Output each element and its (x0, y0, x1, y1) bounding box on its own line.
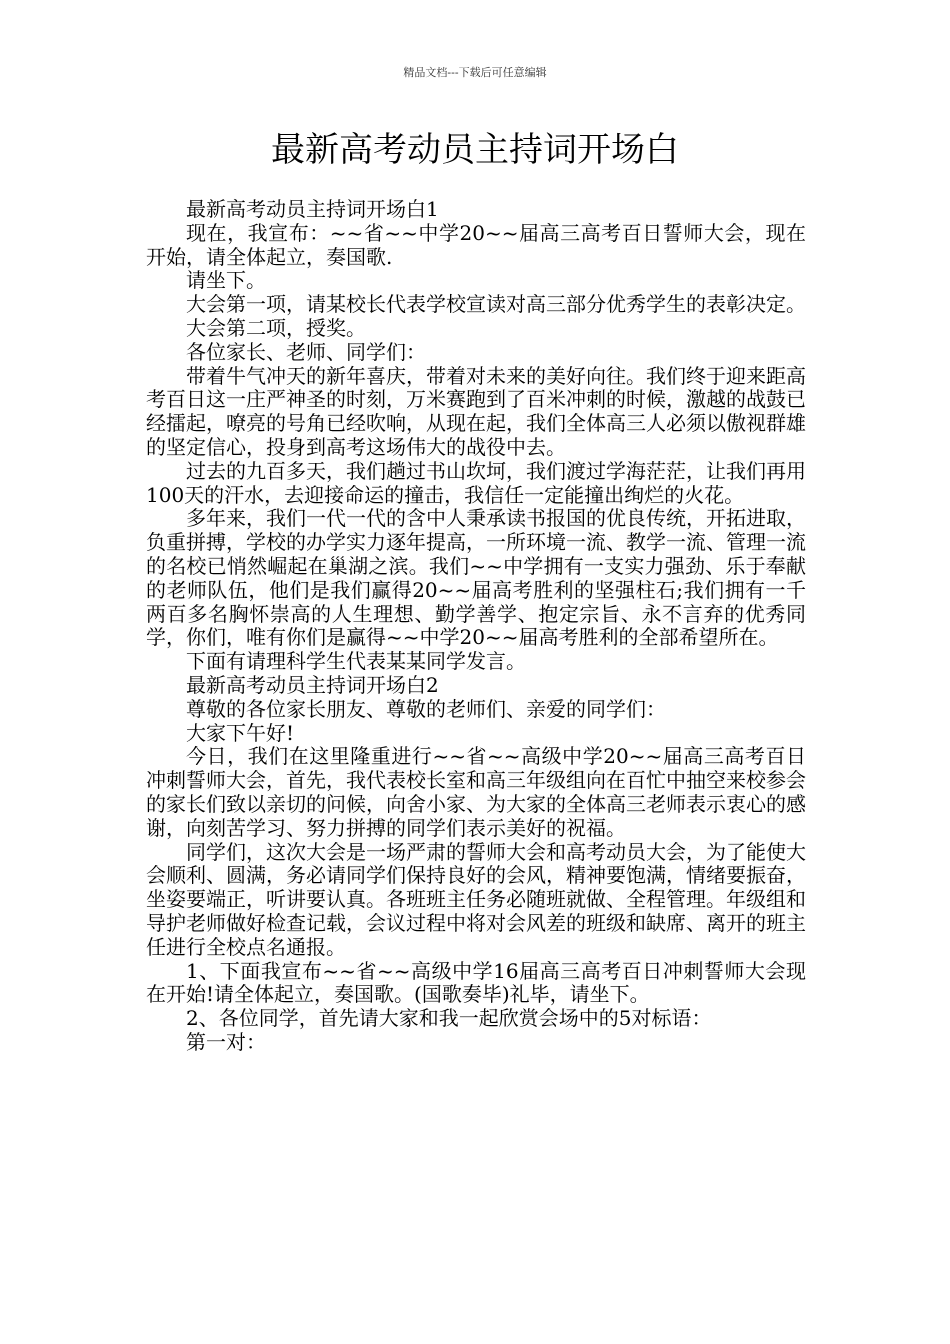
paragraph: 2、各位同学，首先请大家和我一起欣赏会场中的5对标语： (186, 1006, 712, 1031)
paragraph: 第一对： (186, 1029, 266, 1054)
paragraph: 现在，我宣布：~~省~~中学20~~届高三高考百日誓师大会，现在开始，请全体起立，奏国歌. (146, 220, 806, 269)
paragraph: 最新高考动员主持词开场白2 (186, 672, 439, 697)
paragraph: 最新高考动员主持词开场白1 (186, 197, 439, 221)
paragraph: 下面有请理科学生代表某某同学发言。 (186, 649, 526, 674)
paragraph: 尊敬的各位家长朋友、尊敬的老师们、亲爱的同学们： (186, 696, 666, 721)
paragraph: 带着牛气冲天的新年喜庆，带着对未来的美好向往。我们终于迎来距高考百日这一庄严神圣的时刻，万米赛跑到了百米冲刺的时候，激越的战鼓已经擂起，嘹亮的号角已经吹响，从现在起，我们全体高三人必须以傲视群雄的坚定信心，投身到高考这场伟大的战役中去。 (146, 363, 806, 459)
paragraph: 大家下午好! (186, 720, 295, 745)
paragraph: 今日，我们在这里隆重进行~~省~~高级中学20~~届高三高考百日冲刺誓师大会，首先，我代表校长室和高三年级组向在百忙中抽空来校参会的家长们致以亲切的问候，向舍小家、为大家的全体高三老师表示衷心的感谢，向刻苦学习、努力拼搏的同学们表示美好的祝福。 (146, 744, 806, 840)
paragraph: 大会第一项，请某校长代表学校宣读对高三部分优秀学生的表彰决定。 (186, 292, 806, 317)
paragraph: 1、下面我宣布~~省~~高级中学16届高三高考百日冲刺誓师大会现在开始!请全体起立，奏国歌。(国歌奏毕)礼毕，请坐下。 (146, 958, 806, 1007)
document-title: 最新高考动员主持词开场白 (271, 130, 679, 170)
paragraph: 各位家长、老师、同学们： (186, 339, 426, 364)
paragraph: 请坐下。 (186, 268, 266, 293)
paragraph: 大会第二项，授奖。 (186, 315, 366, 340)
paragraph: 多年来，我们一代一代的含中人秉承读书报国的优良传统，开拓进取，负重拼搏，学校的办学实力逐年提高，一所环境一流、教学一流、管理一流的名校已悄然崛起在巢湖之滨。我们~~中学拥有一支实力强劲、乐于奉献的老师队伍，他们是我们赢得20~~届高考胜利的坚强柱石;我们拥有一千两百多名胸怀崇高的人生理想、勤学善学、抱定宗旨、永不言弃的优秀同学，你们，唯有你们是赢得~~中学20~~届高考胜利的全部希望所在。 (146, 506, 806, 650)
paragraph: 同学们，这次大会是一场严肃的誓师大会和高考动员大会，为了能使大会顺利、圆满，务必请同学们保持良好的会风，精神要饱满，情绪要振奋，坐姿要端正，听讲要认真。各班班主任务必随班就做、全程管理。年级组和导护老师做好检查记载，会议过程中将对会风差的班级和缺席、离开的班主任进行全校点名通报。 (146, 839, 806, 959)
paragraph: 过去的九百多天，我们趟过书山坎坷，我们渡过学海茫茫，让我们再用100天的汗水，去迎接命运的撞击，我信任一定能撞出绚烂的火花。 (146, 458, 806, 507)
header-note: 精品文档---下载后可任意编辑 (403, 66, 547, 79)
document-body (146, 198, 806, 1055)
